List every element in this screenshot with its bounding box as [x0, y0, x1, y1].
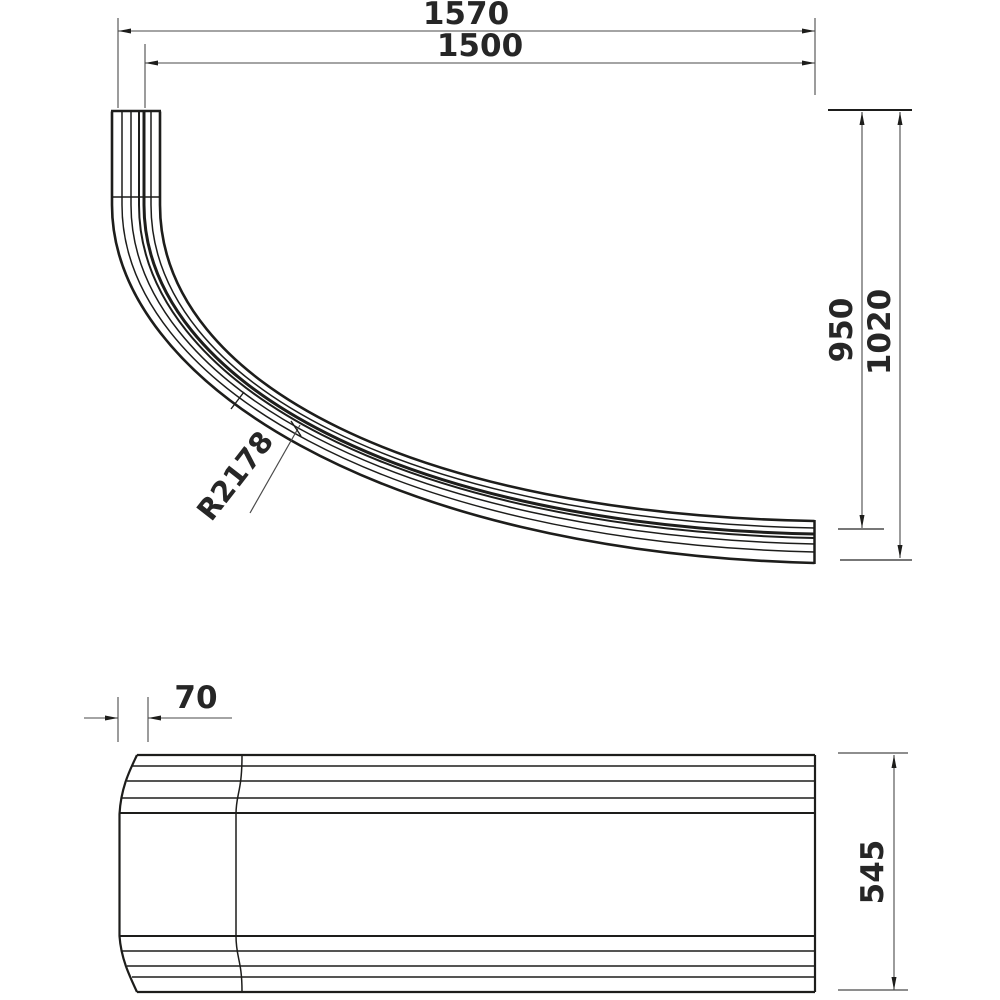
arrow-overall-width-left — [118, 29, 131, 34]
dim-label-panel-height: 545 — [855, 839, 891, 905]
arrow-overall-width-right — [802, 29, 815, 34]
arrow-panel-height-top — [892, 755, 897, 768]
dim-label-inner-width: 1500 — [436, 28, 524, 64]
dim-label-overall-height: 1020 — [862, 288, 898, 376]
bottom-view-dimensions — [84, 680, 908, 990]
top-view-dimensions — [118, 0, 912, 560]
dim-label-overall-width: 1570 — [422, 0, 510, 32]
panel-front-contour-line — [236, 756, 242, 992]
arrow-overall-height-bottom — [898, 545, 903, 558]
panel-front-left-edge — [120, 755, 138, 992]
arrow-inner-height-top — [860, 112, 865, 125]
dim-label-radius: R2178 — [190, 424, 281, 527]
arrow-overall-height-top — [898, 112, 903, 125]
arrow-inner-width-right — [802, 61, 815, 66]
dim-label-offset: 70 — [174, 680, 218, 716]
arrow-inner-width-left — [145, 61, 158, 66]
arrow-offset-right — [148, 716, 161, 721]
bottom-view-panel — [120, 755, 816, 992]
arrow-panel-height-bottom — [892, 977, 897, 990]
dim-label-inner-height: 950 — [824, 297, 860, 363]
arrow-offset-left — [105, 716, 118, 721]
arrow-inner-height-bottom — [860, 515, 865, 528]
